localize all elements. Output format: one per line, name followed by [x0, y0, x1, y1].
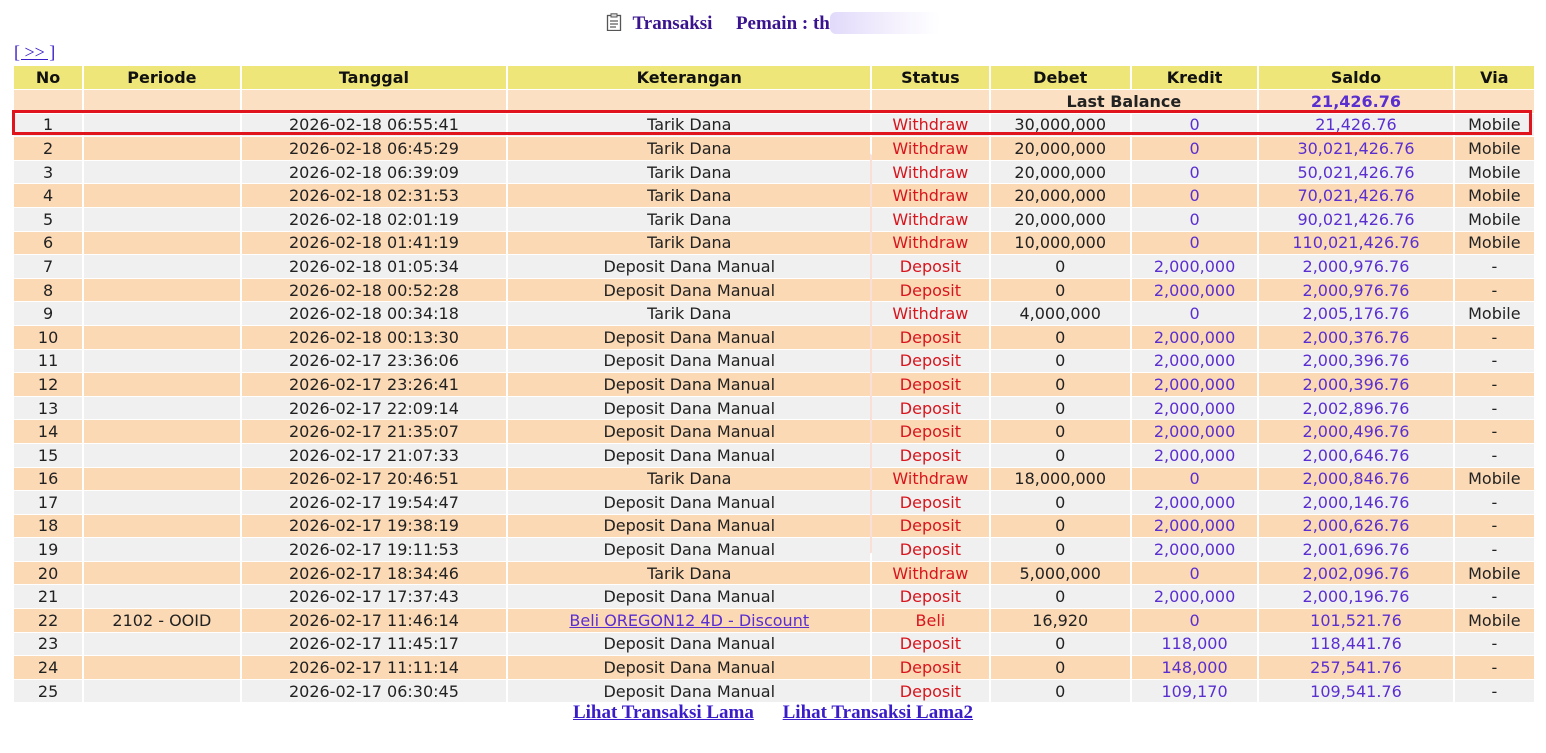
- cell-saldo: 21,426.76: [1259, 114, 1453, 138]
- cell-kredit: 2,000,000: [1132, 350, 1257, 374]
- cell-status: Withdraw: [872, 208, 988, 232]
- cell-via: -: [1455, 656, 1534, 680]
- cell-no: 18: [14, 515, 82, 539]
- cell-tanggal: 2026-02-17 23:26:41: [242, 373, 507, 397]
- cell-kredit: 2,000,000: [1132, 373, 1257, 397]
- cell-keterangan: Deposit Dana Manual: [508, 350, 870, 374]
- table-row: [14, 585, 1534, 609]
- table-row: [14, 680, 1534, 704]
- col-keterangan[interactable]: Keterangan: [508, 66, 870, 90]
- cell-debet: 0: [991, 420, 1130, 444]
- cell-saldo: 2,000,396.76: [1259, 373, 1453, 397]
- cell-status: Withdraw: [872, 114, 988, 138]
- col-periode[interactable]: Periode: [84, 66, 239, 90]
- cell-saldo: 101,521.76: [1259, 609, 1453, 633]
- cell-periode: [84, 468, 239, 492]
- cell-status: Deposit: [872, 279, 988, 303]
- cell-kredit: 109,170: [1132, 680, 1257, 704]
- cell-saldo: 30,021,426.76: [1259, 137, 1453, 161]
- cell-keterangan: Tarik Dana: [508, 232, 870, 256]
- cell-status: Deposit: [872, 585, 988, 609]
- cell-periode: [84, 232, 239, 256]
- cell-periode: [84, 680, 239, 704]
- title-label: Transaksi: [632, 13, 713, 34]
- cell-keterangan: Tarik Dana: [508, 184, 870, 208]
- cell-via: Mobile: [1455, 184, 1534, 208]
- cell-debet: 20,000,000: [991, 208, 1130, 232]
- cell-no: 22: [14, 609, 82, 633]
- cell-saldo: 2,001,696.76: [1259, 538, 1453, 562]
- cell-saldo: 118,441.76: [1259, 633, 1453, 657]
- cell-no: 4: [14, 184, 82, 208]
- cell-no: 7: [14, 255, 82, 279]
- table-row: [14, 444, 1534, 468]
- cell-debet: 5,000,000: [991, 562, 1130, 586]
- cell-periode: [84, 137, 239, 161]
- cell-keterangan: [508, 609, 870, 633]
- cell-status: Withdraw: [872, 468, 988, 492]
- cell-kredit: 2,000,000: [1132, 326, 1257, 350]
- cell-status: Withdraw: [872, 184, 988, 208]
- player-label: Pemain : th: [735, 13, 830, 34]
- col-debet[interactable]: Debet: [991, 66, 1130, 90]
- cell-tanggal: 2026-02-18 01:05:34: [242, 255, 507, 279]
- cell-kredit: 2,000,000: [1132, 420, 1257, 444]
- cell-via: -: [1455, 680, 1534, 704]
- table-row: [14, 255, 1534, 279]
- cell-kredit: 2,000,000: [1132, 397, 1257, 421]
- cell-periode: [84, 656, 239, 680]
- col-via[interactable]: Via: [1455, 66, 1534, 90]
- cell-kredit: 0: [1132, 184, 1257, 208]
- cell-status: Deposit: [872, 656, 988, 680]
- cell-via: -: [1455, 585, 1534, 609]
- cell-tanggal: 2026-02-17 19:54:47: [242, 491, 507, 515]
- bet-detail-link[interactable]: Beli OREGON12 4D - Discount: [569, 610, 810, 630]
- cell-kredit: 0: [1132, 114, 1257, 138]
- cell-via: Mobile: [1455, 302, 1534, 326]
- table-row: [14, 184, 1534, 208]
- cell-status: Withdraw: [872, 562, 988, 586]
- last-balance-value: 21,426.76: [1259, 90, 1453, 114]
- cell-tanggal: 2026-02-18 06:39:09: [242, 161, 507, 185]
- cell-status: Deposit: [872, 491, 988, 515]
- cell-saldo: 2,000,396.76: [1259, 350, 1453, 374]
- cell-tanggal: 2026-02-17 19:38:19: [242, 515, 507, 539]
- table-row: [14, 279, 1534, 303]
- cell-keterangan: Tarik Dana: [508, 114, 870, 138]
- cell-kredit: 0: [1132, 161, 1257, 185]
- cell-debet: 18,000,000: [991, 468, 1130, 492]
- cell-saldo: 2,000,646.76: [1259, 444, 1453, 468]
- cell-saldo: 2,000,976.76: [1259, 279, 1453, 303]
- cell-debet: 0: [991, 444, 1130, 468]
- cell-no: 21: [14, 585, 82, 609]
- cell-via: Mobile: [1455, 562, 1534, 586]
- cell-no: 3: [14, 161, 82, 185]
- table-row: [14, 137, 1534, 161]
- cell-no: 6: [14, 232, 82, 256]
- cell-via: Mobile: [1455, 137, 1534, 161]
- cell-via: Mobile: [1455, 114, 1534, 138]
- cell-status: Withdraw: [872, 161, 988, 185]
- cell-saldo: 2,000,196.76: [1259, 585, 1453, 609]
- page-title: [0, 12, 1546, 37]
- cell-status: Deposit: [872, 373, 988, 397]
- cell-debet: 0: [991, 585, 1130, 609]
- cell-kredit: 148,000: [1132, 656, 1257, 680]
- cell-keterangan: Deposit Dana Manual: [508, 397, 870, 421]
- cell-saldo: 257,541.76: [1259, 656, 1453, 680]
- cell-tanggal: 2026-02-17 20:46:51: [242, 468, 507, 492]
- cell-saldo: 2,000,146.76: [1259, 491, 1453, 515]
- cell-status: Withdraw: [872, 302, 988, 326]
- cell-via: Mobile: [1455, 232, 1534, 256]
- cell-keterangan: Deposit Dana Manual: [508, 680, 870, 704]
- table-row: [14, 562, 1534, 586]
- cell-debet: 0: [991, 350, 1130, 374]
- cell-no: 10: [14, 326, 82, 350]
- cell-status: Withdraw: [872, 232, 988, 256]
- cell-via: Mobile: [1455, 161, 1534, 185]
- cell-status: Deposit: [872, 538, 988, 562]
- table-row: [14, 350, 1534, 374]
- table-row: [14, 302, 1534, 326]
- col-tanggal[interactable]: Tanggal: [242, 66, 507, 90]
- table-row: [14, 208, 1534, 232]
- cell-status: Deposit: [872, 397, 988, 421]
- cell-via: -: [1455, 279, 1534, 303]
- cell-keterangan: Tarik Dana: [508, 302, 870, 326]
- cell-periode: [84, 562, 239, 586]
- cell-status: Deposit: [872, 633, 988, 657]
- cell-no: 12: [14, 373, 82, 397]
- cell-debet: 0: [991, 515, 1130, 539]
- cell-no: 11: [14, 350, 82, 374]
- cell-periode: [84, 444, 239, 468]
- cell-no: 25: [14, 680, 82, 704]
- cell-via: Mobile: [1455, 468, 1534, 492]
- table-row: [14, 515, 1534, 539]
- cell-periode: [84, 255, 239, 279]
- cell-debet: 0: [991, 373, 1130, 397]
- cell-keterangan: Deposit Dana Manual: [508, 326, 870, 350]
- cell-no: 9: [14, 302, 82, 326]
- cell-keterangan: Tarik Dana: [508, 468, 870, 492]
- cell-keterangan: Deposit Dana Manual: [508, 255, 870, 279]
- cell-periode: [84, 350, 239, 374]
- cell-debet: 0: [991, 279, 1130, 303]
- cell-tanggal: 2026-02-17 11:46:14: [242, 609, 507, 633]
- cell-kredit: 0: [1132, 208, 1257, 232]
- table-row: [14, 491, 1534, 515]
- cell-status: Withdraw: [872, 137, 988, 161]
- table-row: [14, 468, 1534, 492]
- cell-via: -: [1455, 491, 1534, 515]
- cell-via: -: [1455, 373, 1534, 397]
- cell-keterangan: Tarik Dana: [508, 208, 870, 232]
- cell-no: 5: [14, 208, 82, 232]
- cell-tanggal: 2026-02-17 18:34:46: [242, 562, 507, 586]
- cell-no: 24: [14, 656, 82, 680]
- cell-no: 1: [14, 114, 82, 138]
- cell-status: Beli: [872, 609, 988, 633]
- cell-debet: 0: [991, 397, 1130, 421]
- cell-kredit: 2,000,000: [1132, 585, 1257, 609]
- cell-via: -: [1455, 420, 1534, 444]
- cell-tanggal: 2026-02-18 01:41:19: [242, 232, 507, 256]
- cell-debet: 20,000,000: [991, 161, 1130, 185]
- cell-tanggal: 2026-02-17 19:11:53: [242, 538, 507, 562]
- cell-debet: 0: [991, 326, 1130, 350]
- cell-status: Deposit: [872, 326, 988, 350]
- cell-periode: [84, 161, 239, 185]
- cell-tanggal: 2026-02-17 21:07:33: [242, 444, 507, 468]
- cell-kredit: 2,000,000: [1132, 491, 1257, 515]
- cell-debet: 0: [991, 633, 1130, 657]
- cell-periode: [84, 633, 239, 657]
- table-row: [14, 397, 1534, 421]
- cell-via: -: [1455, 444, 1534, 468]
- cell-debet: 0: [991, 538, 1130, 562]
- cell-kredit: 118,000: [1132, 633, 1257, 657]
- cell-saldo: 109,541.76: [1259, 680, 1453, 704]
- cell-saldo: 2,000,976.76: [1259, 255, 1453, 279]
- cell-periode: [84, 491, 239, 515]
- cell-no: 13: [14, 397, 82, 421]
- cell-via: -: [1455, 633, 1534, 657]
- table-row: [14, 114, 1534, 138]
- cell-tanggal: 2026-02-18 00:34:18: [242, 302, 507, 326]
- cell-debet: 16,920: [991, 609, 1130, 633]
- cell-periode: [84, 515, 239, 539]
- cell-saldo: 70,021,426.76: [1259, 184, 1453, 208]
- col-status[interactable]: Status: [872, 66, 988, 90]
- cell-via: -: [1455, 515, 1534, 539]
- cell-saldo: 2,000,376.76: [1259, 326, 1453, 350]
- cell-tanggal: 2026-02-18 06:45:29: [242, 137, 507, 161]
- cell-no: 19: [14, 538, 82, 562]
- cell-keterangan: Deposit Dana Manual: [508, 656, 870, 680]
- cell-keterangan: Deposit Dana Manual: [508, 420, 870, 444]
- cell-periode: [84, 538, 239, 562]
- cell-kredit: 0: [1132, 137, 1257, 161]
- cell-tanggal: 2026-02-18 00:52:28: [242, 279, 507, 303]
- cell-keterangan: Deposit Dana Manual: [508, 538, 870, 562]
- cell-debet: 0: [991, 255, 1130, 279]
- table-row: [14, 538, 1534, 562]
- cell-no: 2: [14, 137, 82, 161]
- cell-periode: [84, 114, 239, 138]
- cell-keterangan: Deposit Dana Manual: [508, 373, 870, 397]
- table-row: [14, 609, 1534, 633]
- cell-periode: [84, 208, 239, 232]
- cell-tanggal: 2026-02-17 22:09:14: [242, 397, 507, 421]
- cell-status: Deposit: [872, 680, 988, 704]
- cell-keterangan: Deposit Dana Manual: [508, 279, 870, 303]
- cell-debet: 0: [991, 680, 1130, 704]
- cell-via: Mobile: [1455, 208, 1534, 232]
- cell-periode: [84, 585, 239, 609]
- cell-kredit: 0: [1132, 562, 1257, 586]
- cell-keterangan: Deposit Dana Manual: [508, 633, 870, 657]
- table-row: [14, 633, 1534, 657]
- document-icon: [606, 13, 622, 37]
- cell-debet: 0: [991, 656, 1130, 680]
- cell-kredit: 0: [1132, 232, 1257, 256]
- cell-saldo: 2,000,846.76: [1259, 468, 1453, 492]
- cell-tanggal: 2026-02-17 17:37:43: [242, 585, 507, 609]
- cell-no: 14: [14, 420, 82, 444]
- cell-periode: [84, 302, 239, 326]
- cell-periode: [84, 326, 239, 350]
- table-row: [14, 326, 1534, 350]
- col-no[interactable]: No: [14, 66, 82, 90]
- cell-saldo: 2,000,496.76: [1259, 420, 1453, 444]
- old-transactions-link[interactable]: Lihat Transaksi Lama: [572, 702, 754, 723]
- cell-periode: [84, 184, 239, 208]
- cell-debet: 20,000,000: [991, 184, 1130, 208]
- cell-keterangan: Deposit Dana Manual: [508, 444, 870, 468]
- cell-no: 16: [14, 468, 82, 492]
- cell-keterangan: Tarik Dana: [508, 161, 870, 185]
- table-row: [14, 232, 1534, 256]
- cell-periode: [84, 279, 239, 303]
- transactions-table: [12, 66, 1536, 703]
- cell-tanggal: 2026-02-18 02:01:19: [242, 208, 507, 232]
- cell-kredit: 0: [1132, 468, 1257, 492]
- cell-via: -: [1455, 255, 1534, 279]
- last-balance-label: Last Balance: [991, 90, 1258, 114]
- table-row: [14, 656, 1534, 680]
- cell-no: 17: [14, 491, 82, 515]
- redacted-username: [830, 12, 940, 34]
- next-page-link[interactable]: [ >> ]: [14, 42, 56, 62]
- cell-kredit: 2,000,000: [1132, 255, 1257, 279]
- cell-kredit: 0: [1132, 302, 1257, 326]
- cell-periode: 2102 - OOID: [84, 609, 239, 633]
- cell-saldo: 90,021,426.76: [1259, 208, 1453, 232]
- cell-saldo: 110,021,426.76: [1259, 232, 1453, 256]
- cell-status: Deposit: [872, 255, 988, 279]
- cell-status: Deposit: [872, 515, 988, 539]
- cell-debet: 4,000,000: [991, 302, 1130, 326]
- cell-tanggal: 2026-02-18 06:55:41: [242, 114, 507, 138]
- cell-saldo: 2,002,096.76: [1259, 562, 1453, 586]
- old-transactions-link-2[interactable]: Lihat Transaksi Lama2: [782, 702, 974, 723]
- cell-saldo: 2,002,896.76: [1259, 397, 1453, 421]
- cell-via: Mobile: [1455, 609, 1534, 633]
- cell-status: Deposit: [872, 420, 988, 444]
- cell-status: Deposit: [872, 444, 988, 468]
- cell-no: 8: [14, 279, 82, 303]
- cell-saldo: 2,000,626.76: [1259, 515, 1453, 539]
- cell-tanggal: 2026-02-17 11:11:14: [242, 656, 507, 680]
- cell-debet: 20,000,000: [991, 137, 1130, 161]
- cell-via: -: [1455, 350, 1534, 374]
- cell-saldo: 2,005,176.76: [1259, 302, 1453, 326]
- cell-tanggal: 2026-02-18 00:13:30: [242, 326, 507, 350]
- cell-periode: [84, 397, 239, 421]
- cell-no: 15: [14, 444, 82, 468]
- cell-debet: 10,000,000: [991, 232, 1130, 256]
- col-kredit[interactable]: Kredit: [1132, 66, 1257, 90]
- cell-keterangan: Tarik Dana: [508, 562, 870, 586]
- cell-keterangan: Deposit Dana Manual: [508, 515, 870, 539]
- table-row: [14, 420, 1534, 444]
- cell-no: 23: [14, 633, 82, 657]
- table-row: [14, 161, 1534, 185]
- cell-via: -: [1455, 538, 1534, 562]
- cell-debet: 30,000,000: [991, 114, 1130, 138]
- cell-periode: [84, 373, 239, 397]
- cell-tanggal: 2026-02-18 02:31:53: [242, 184, 507, 208]
- cell-keterangan: Deposit Dana Manual: [508, 585, 870, 609]
- cell-periode: [84, 420, 239, 444]
- footer-links: [0, 702, 1546, 724]
- cell-tanggal: 2026-02-17 11:45:17: [242, 633, 507, 657]
- cell-tanggal: 2026-02-17 23:36:06: [242, 350, 507, 374]
- cell-kredit: 2,000,000: [1132, 444, 1257, 468]
- cell-status: Deposit: [872, 350, 988, 374]
- last-balance-row: [14, 90, 1534, 114]
- cell-keterangan: Tarik Dana: [508, 137, 870, 161]
- cell-saldo: 50,021,426.76: [1259, 161, 1453, 185]
- cell-debet: 0: [991, 491, 1130, 515]
- cell-kredit: 0: [1132, 609, 1257, 633]
- cell-tanggal: 2026-02-17 06:30:45: [242, 680, 507, 704]
- table-row: [14, 373, 1534, 397]
- table-header-row: [14, 66, 1534, 90]
- cell-kredit: 2,000,000: [1132, 538, 1257, 562]
- cell-via: -: [1455, 397, 1534, 421]
- cell-no: 20: [14, 562, 82, 586]
- cell-kredit: 2,000,000: [1132, 515, 1257, 539]
- cell-via: -: [1455, 326, 1534, 350]
- cell-tanggal: 2026-02-17 21:35:07: [242, 420, 507, 444]
- col-saldo[interactable]: Saldo: [1259, 66, 1453, 90]
- cell-keterangan: Deposit Dana Manual: [508, 491, 870, 515]
- cell-kredit: 2,000,000: [1132, 279, 1257, 303]
